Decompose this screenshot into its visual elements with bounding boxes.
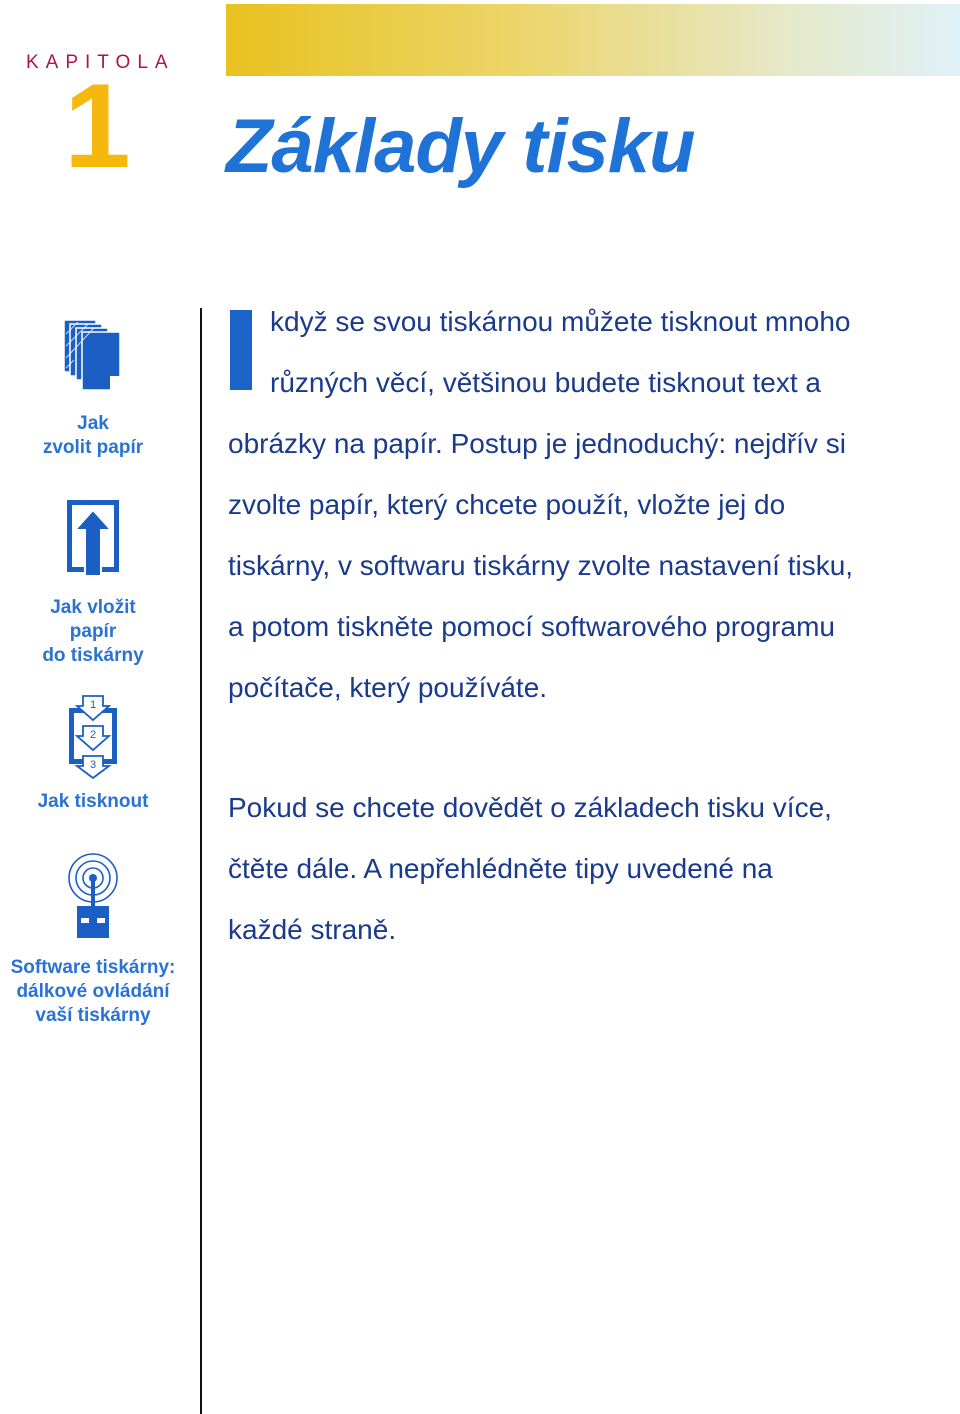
- nav-label-line: dálkové ovládání: [16, 981, 170, 1002]
- paper-stack-icon: [58, 314, 128, 394]
- nav-label-line: do tiskárny: [42, 645, 144, 666]
- nav-label-line: vaší tiskárny: [35, 1005, 151, 1026]
- text-line: zvolte papír, který chcete použít, vložte jej do: [228, 489, 786, 520]
- text-line: a potom tiskněte pomocí softwarového programu: [228, 611, 835, 642]
- intro-paragraph: [228, 291, 928, 718]
- step-number: 1: [89, 699, 97, 711]
- step-number: 3: [89, 759, 97, 771]
- load-paper-arrow-icon: [63, 496, 123, 580]
- nav-item-how-to-print[interactable]: [0, 694, 186, 814]
- second-paragraph: [228, 777, 928, 960]
- remote-control-icon: [63, 850, 123, 942]
- text-line: když se svou tiskárnou můžete tisknout mnoho: [270, 306, 851, 337]
- text-line: čtěte dále. A nepřehlédněte tipy uvedené na: [228, 853, 773, 884]
- nav-label-line: Jak: [77, 413, 109, 434]
- text-line: obrázky na papír. Postup je jednoduchý: nejdřív si: [228, 428, 846, 459]
- text-line: každé straně.: [228, 914, 397, 945]
- nav-item-load-paper[interactable]: [0, 496, 186, 668]
- nav-label-line: Software tiskárny:: [10, 957, 176, 978]
- nav-label-line: Jak vložit: [50, 597, 136, 618]
- nav-item-choose-paper[interactable]: [0, 314, 186, 460]
- text-line: Pokud se chcete dovědět o základech tisku více,: [228, 792, 832, 823]
- header-gradient-band: [226, 4, 960, 76]
- print-steps-icon: [63, 694, 123, 780]
- step-number: 2: [89, 729, 97, 741]
- chapter-number: 1: [64, 59, 131, 193]
- nav-label-line: zvolit papír: [42, 437, 144, 458]
- vertical-divider: [200, 308, 202, 1414]
- nav-label-line: papír: [69, 621, 117, 642]
- page-title: Základy tisku: [226, 104, 695, 189]
- text-line: tiskárny, v softwaru tiskárny zvolte nastavení tisku,: [228, 550, 854, 581]
- nav-label-line: Jak tisknout: [37, 791, 149, 812]
- text-line: různých věcí, většinou budete tisknout text a: [270, 367, 821, 398]
- nav-item-printer-software[interactable]: [0, 850, 186, 1028]
- text-line: počítače, který používáte.: [228, 672, 548, 703]
- chapter-label: KAPITOLA: [26, 52, 175, 73]
